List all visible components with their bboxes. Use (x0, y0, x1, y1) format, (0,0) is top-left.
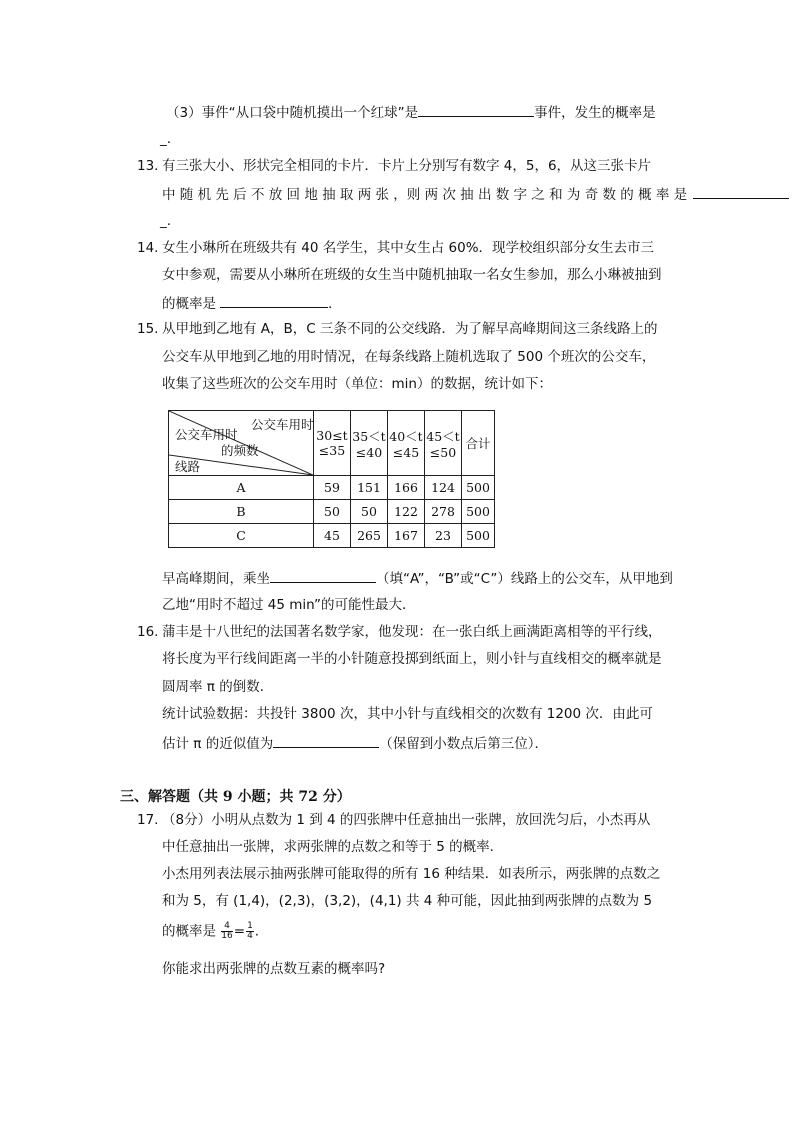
table-header-row (169, 411, 495, 476)
q16-line4: 统计试验数据：共投针 3800 次，其中小针与直线相交的次数有 1200 次．由此可 (162, 706, 653, 722)
table-cell: 45 (314, 524, 351, 548)
q15-line1: 从甲地到乙地有 A，B，C 三条不同的公交线路．为了解早高峰期间这三条线路上的 (162, 321, 658, 337)
table-cell: 122 (388, 500, 425, 524)
answer-blank (418, 102, 534, 117)
bus-time-frequency-table (168, 410, 495, 548)
question-number: 17. (137, 812, 159, 828)
diagonal-header-cell (169, 411, 314, 476)
q16-line3: 圆周率 π 的倒数． (162, 679, 274, 695)
question-number: 16. (137, 624, 159, 640)
q12-part3-line2: _. (160, 131, 172, 147)
section-title: 三、解答题（共 9 小题；共 72 分） (120, 789, 351, 805)
table-cell: 278 (425, 500, 462, 524)
table-cell: 166 (388, 476, 425, 500)
q14-line1: 女生小琳所在班级共有 40 名学生，其中女生占 60%．现学校组织部分女生去市三 (162, 240, 655, 256)
col-header-total: 合计 (462, 411, 495, 476)
q13-line1: 有三张大小、形状完全相同的卡片．卡片上分别写有数字 4，5，6，从这三张卡片 (162, 158, 652, 174)
table-row (169, 524, 495, 548)
answer-blank (270, 568, 376, 583)
q12-part3-line1 (166, 102, 656, 122)
q17-line3: 小杰用列表法展示抽两张牌可能取得的所有 16 种结果．如表所示，两张牌的点数之 (162, 866, 661, 882)
q12-part3-text-a: （3）事件“从口袋中随机摸出一个红球”是 (166, 105, 419, 121)
table-cell: 167 (388, 524, 425, 548)
header-col-label: 公交车用时 (251, 417, 314, 432)
col-header: 40＜t ≤45 (388, 411, 425, 476)
q17-line1: （8分）小明从点数为 1 到 4 的四张牌中任意抽出一张牌，放回洗匀后，小杰再从 (162, 812, 651, 828)
table-cell: 151 (351, 476, 388, 500)
table-cell: 124 (425, 476, 462, 500)
q17-line6: 你能求出两张牌的点数互素的概率吗? (162, 961, 386, 977)
q15-line2: 公交车从甲地到乙地的用时情况，在每条线路上随机选取了 500 个班次的公交车， (162, 349, 656, 365)
q16-line2: 将长度为平行线间距离一半的小针随意投掷到纸面上，则小针与直线相交的概率就是 (162, 651, 662, 667)
fraction-1-4: $\frac{1}{4}$ (247, 921, 253, 941)
q14-line2: 女中参观，需要从小琳所在班级的女生当中随机抽取一名女生参加，那么小琳被抽到 (162, 267, 662, 283)
col-header: 45＜t ≤50 (425, 411, 462, 476)
table-row (169, 476, 495, 500)
table-cell: 23 (425, 524, 462, 548)
answer-blank (220, 293, 328, 308)
q15-after-line1: 早高峰期间，乘坐 （填“A”，“B”或“C”）线路上的公交车，从甲地到 (162, 568, 673, 588)
q15-after-line2: 乙地“用时不超过 45 min”的可能性最大． (162, 597, 416, 613)
header-mid-label: 公交车用时 (175, 427, 238, 442)
q13-line2-text: 中 随 机 先 后 不 放 回 地 抽 取 两 张 ，则 两 次 抽 出 数 字 之 和 为 奇 数 的 概 率 是 (162, 187, 688, 203)
q13-line3: _. (160, 213, 172, 229)
table-cell: 500 (462, 500, 495, 524)
col-header: 30≤t ≤35 (314, 411, 351, 476)
q12-part3-text-b: 事件，发生的概率是 (534, 105, 656, 121)
q14-line3-text: 的概率是 (162, 296, 216, 312)
table-cell: 265 (351, 524, 388, 548)
question-number: 13. (137, 158, 159, 174)
route-cell: C (169, 524, 314, 548)
q14-line3: 的概率是 . (162, 293, 332, 313)
fraction-4-16: $\frac{4}{16}$ (221, 921, 233, 941)
table-cell: 50 (351, 500, 388, 524)
header-row-label: 线路 (175, 459, 201, 474)
q17-line4: 和为 5，有 (1,4)，(2,3)，(3,2)，(4,1) 共 4 种可能，因此抽到两张牌的点数为 5 (162, 893, 653, 909)
q16-line1: 蒲丰是十八世纪的法国著名数学家，他发现：在一张白纸上画满距离相等的平行线， (162, 624, 662, 640)
answer-blank (693, 184, 789, 199)
table-cell: 500 (462, 476, 495, 500)
route-cell: A (169, 476, 314, 500)
q13-line2 (162, 184, 789, 204)
q17-line2: 中任意抽出一张牌，求两张牌的点数之和等于 5 的概率． (162, 839, 504, 855)
q16-line5: 估计 π 的近似值为 （保留到小数点后第三位）． (162, 733, 548, 753)
q17-line5: 的概率是 $\frac{4}{16}$ = $\frac{1}{4}$ . (162, 921, 260, 941)
question-number: 14. (137, 240, 159, 256)
route-cell: B (169, 500, 314, 524)
header-freq-label: 的频数 (221, 443, 259, 458)
table-cell: 59 (314, 476, 351, 500)
table-row (169, 500, 495, 524)
col-header: 35＜t ≤40 (351, 411, 388, 476)
q15-line3: 收集了这些班次的公交车用时（单位：min）的数据，统计如下： (162, 376, 552, 392)
question-number: 15. (137, 321, 159, 337)
answer-blank (273, 733, 379, 748)
table-cell: 500 (462, 524, 495, 548)
table-cell: 50 (314, 500, 351, 524)
